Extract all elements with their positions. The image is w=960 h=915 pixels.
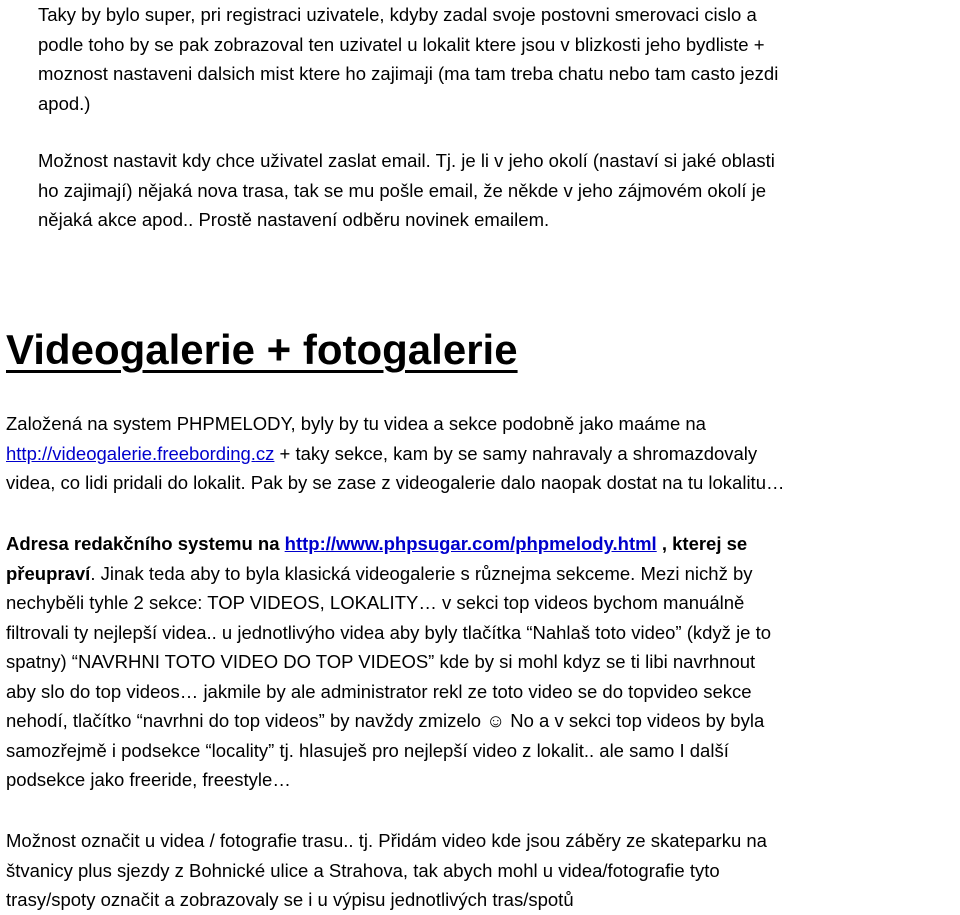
paragraph-email-notifications [38, 146, 956, 235]
text-line: filtrovali ty nejlepší videa.. u jednotlivýho videa aby byly tlačítka “Nahlaš toto video” (když je to [6, 621, 772, 643]
text-line: ho zajimají) nějaká nova trasa, tak se mu pošle email, že někde v jeho zájmovém okolí je [38, 179, 767, 201]
paragraph-editorial-system [6, 529, 956, 795]
section-heading: Videogalerie + fotogalerie [6, 326, 518, 373]
bold-text: , kterej se [656, 533, 748, 554]
text-line: Možnost označit u videa / fotografie trasu.. tj. Přidám video kde jsou záběry ze skateparku na [6, 830, 767, 851]
text-line: nehodí, tlačítko “navrhni do top videos” by navždy zmizelo ☺ No a v sekci top videos by byla [6, 710, 765, 731]
text-line: Možnost nastavit kdy chce uživatel zaslat email. Tj. je li v jeho okolí (nastaví si jaké oblasti [38, 150, 775, 171]
text-line: Taky by bylo super, pri registraci uzivatele, kdyby zadal svoje postovni smerovaci cislo a [38, 4, 757, 25]
text-line [6, 439, 956, 469]
link-text: cz [255, 442, 275, 464]
paragraph-phpmelody [6, 409, 956, 498]
text-fragment: + taky sekce, kam by se samy nahravaly a shromazdovaly [274, 442, 758, 464]
text-line: samozřejmě i podsekce “locality” tj. hlasuješ pro nejlepší video z lokalit.. ale samo I další [6, 739, 729, 761]
text-line: apod.) [38, 92, 91, 114]
text-line: trasy/spoty označit a zobrazovaly se i u výpisu jednotlivých tras/spotů [6, 889, 574, 910]
text-line: nechyběli tyhle 2 sekce: TOP VIDEOS, LOKALITY… v sekci top videos bychom manuálně [6, 592, 745, 613]
text-line: Založená na system PHPMELODY, byly by tu videa a sekce podobně jako maáme na [6, 413, 706, 434]
text-line: videa, co lidi pridali do lokalit. Pak by se zase z videogalerie dalo naopak dostat na tu lokalitu… [6, 472, 785, 493]
text-fragment: . Jinak teda aby to byla klasická videogalerie s různejma sekceme. Mezi nichž by [90, 562, 753, 584]
videogalerie-link[interactable] [6, 443, 274, 464]
bold-text: přeupraví [6, 562, 91, 584]
text-line [6, 559, 956, 589]
link-text: http://www.phpsugar. [284, 533, 473, 554]
paragraph-route-tagging [6, 826, 956, 915]
text-line: nějaká akce apod.. Prostě nastavení odběru novinek emailem. [38, 209, 550, 230]
link-text: com/phpmelody.html [472, 533, 657, 554]
text-line: štvanicy plus sjezdy z Bohnické ulice a Strahova, tak abych mohl u videa/fotografie tyto [6, 859, 720, 881]
text-line: aby slo do top videos… jakmile by ale administrator rekl ze toto video se do topvideo sekce [6, 680, 752, 702]
text-line: spatny) “NAVRHNI TOTO VIDEO DO TOP VIDEOS” kde by si mohl kdyz se ti libi navrhnout [6, 651, 756, 672]
text-line: podsekce jako freeride, freestyle… [6, 769, 291, 790]
link-text: http://videogalerie.freebording. [6, 442, 256, 464]
text-line: podle toho by se pak zobrazoval ten uzivatel u lokalit ktere jsou v blizkosti jeho bydliste + [38, 33, 765, 55]
paragraph-postal-code [38, 0, 958, 118]
phpmelody-link[interactable] [285, 533, 657, 554]
bold-text: Adresa redakčního systemu na [6, 533, 285, 554]
text-line [6, 529, 956, 559]
text-line: moznost nastaveni dalsich mist ktere ho zajimaji (ma tam treba chatu nebo tam casto jezdi [38, 63, 779, 84]
